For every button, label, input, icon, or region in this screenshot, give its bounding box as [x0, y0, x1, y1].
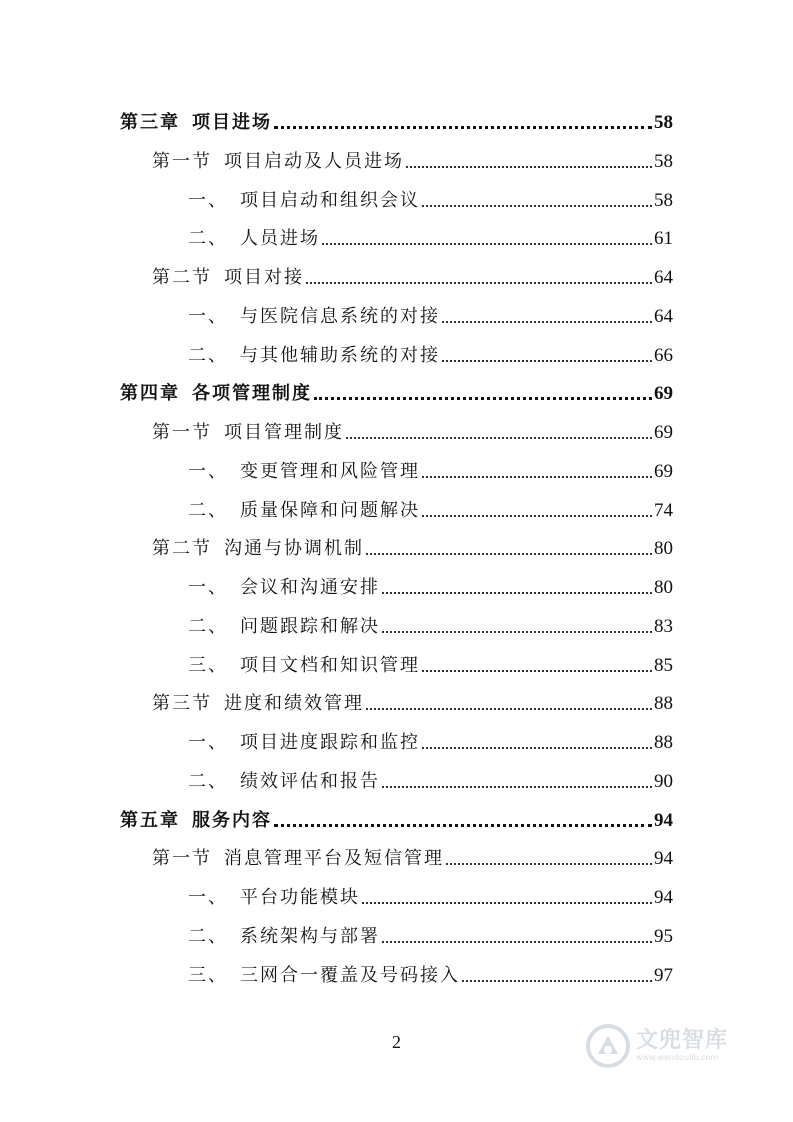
toc-dot-leader: [442, 360, 652, 362]
toc-dot-leader: [442, 321, 652, 323]
toc-section-row[interactable]: [152, 685, 673, 715]
toc-section-row[interactable]: [152, 840, 673, 870]
toc-entry-page: 69: [654, 460, 673, 482]
toc-sub-row[interactable]: [188, 957, 673, 987]
toc-sub-row[interactable]: [188, 724, 673, 754]
toc-entry-page: 64: [654, 305, 673, 327]
toc-entry-page: 74: [654, 499, 673, 521]
toc-entry-page: 85: [654, 654, 673, 676]
toc-dot-leader: [422, 670, 652, 672]
toc-sub-row[interactable]: [188, 298, 673, 328]
toc-entry-number: 一、: [188, 305, 228, 327]
toc-entry-title: 问题跟踪和解决: [240, 615, 380, 637]
toc-sub-row[interactable]: [188, 182, 673, 212]
toc-entry-title: 与医院信息系统的对接: [240, 305, 440, 327]
toc-entry-title: 三网合一覆盖及号码接入: [240, 964, 460, 986]
toc-entry-page: 64: [654, 267, 673, 288]
toc-entry-page: 66: [654, 344, 673, 366]
toc-entry-page: 58: [654, 150, 673, 172]
toc-entry-number: 一、: [188, 460, 228, 482]
toc-section-row[interactable]: [152, 530, 673, 560]
toc-dot-leader: [382, 786, 652, 788]
toc-dot-leader: [422, 515, 652, 517]
toc-entry-number: 第四章: [120, 383, 180, 405]
toc-entry-title: 进度和绩效管理: [224, 693, 364, 715]
toc-entry-title: 变更管理和风险管理: [240, 460, 420, 482]
watermark-url: www.wendoulib.com: [636, 1053, 719, 1062]
watermark-name: 文兜智库: [636, 1028, 729, 1053]
toc-entry-number: 第五章: [120, 809, 180, 831]
toc-entry-page: 80: [654, 577, 673, 598]
toc-dot-leader: [366, 553, 652, 555]
toc-entry-title: 平台功能模块: [240, 887, 360, 908]
toc-entry-title: 项目进场: [192, 112, 272, 133]
toc-dot-leader: [362, 902, 652, 904]
toc-entry-title: 各项管理制度: [192, 383, 312, 405]
toc-entry-title: 质量保障和问题解决: [240, 499, 420, 521]
toc-entry-title: 消息管理平台及短信管理: [224, 848, 444, 870]
toc-entry-page: 95: [654, 925, 673, 947]
toc-dot-leader: [382, 941, 652, 943]
toc-section-row[interactable]: [152, 143, 673, 173]
toc-entry-page: 90: [654, 770, 673, 792]
toc-chapter-row[interactable]: [120, 802, 673, 832]
toc-entry-number: 二、: [188, 344, 228, 366]
page-number: 2: [392, 1032, 401, 1052]
toc-dot-leader: [274, 824, 652, 827]
toc-entry-number: 二、: [188, 615, 228, 637]
toc-entry-page: 94: [654, 848, 673, 870]
toc-dot-leader: [382, 592, 652, 594]
toc-entry-page: 69: [654, 422, 673, 443]
toc-entry-number: 二、: [188, 228, 228, 250]
toc-entry-number: 一、: [188, 887, 228, 908]
toc-sub-row[interactable]: [188, 763, 673, 793]
toc-entry-title: 服务内容: [192, 809, 272, 831]
toc-dot-leader: [422, 205, 652, 207]
toc-dot-leader: [274, 126, 652, 129]
toc-entry-number: 第三节: [152, 693, 212, 715]
toc-entry-title: 项目启动和组织会议: [240, 189, 420, 211]
toc-entry-page: 80: [654, 538, 673, 560]
toc-entry-number: 二、: [188, 770, 228, 792]
toc-dot-leader: [462, 980, 652, 982]
toc-entry-title: 项目启动及人员进场: [224, 150, 404, 172]
toc-dot-leader: [446, 863, 652, 865]
toc-entry-number: 第二节: [152, 267, 212, 288]
toc-entry-number: 第一节: [152, 422, 212, 443]
toc-entry-page: 94: [654, 887, 673, 908]
toc-entry-title: 项目管理制度: [224, 422, 344, 443]
toc-sub-row[interactable]: [188, 879, 673, 909]
toc-entry-title: 沟通与协调机制: [224, 538, 364, 560]
toc-section-row[interactable]: [152, 414, 673, 444]
toc-entry-title: 项目文档和知识管理: [240, 654, 420, 676]
toc-entry-page: 61: [654, 228, 673, 250]
toc-dot-leader: [366, 708, 652, 710]
toc-entry-page: 88: [654, 732, 673, 753]
toc-entry-title: 会议和沟通安排: [240, 577, 380, 598]
toc-sub-row[interactable]: [188, 492, 673, 522]
toc-entry-number: 一、: [188, 577, 228, 598]
toc-entry-page: 97: [654, 964, 673, 986]
toc-entry-page: 94: [654, 809, 673, 831]
watermark: [586, 1016, 776, 1076]
toc-chapter-row[interactable]: [120, 375, 673, 405]
toc-entry-page: 58: [654, 189, 673, 211]
toc-entry-number: 三、: [188, 964, 228, 986]
toc-entry-number: 三、: [188, 654, 228, 676]
toc-entry-title: 与其他辅助系统的对接: [240, 344, 440, 366]
toc-entry-number: 一、: [188, 189, 228, 211]
toc-entry-title: 项目对接: [224, 267, 304, 288]
toc-entry-title: 人员进场: [240, 228, 320, 250]
toc-entry-number: 第一节: [152, 848, 212, 870]
toc-entry-page: 83: [654, 615, 673, 637]
toc-sub-row[interactable]: [188, 918, 673, 948]
toc-entry-page: 88: [654, 693, 673, 715]
toc-entry-number: 二、: [188, 499, 228, 521]
toc-sub-row[interactable]: [188, 453, 673, 483]
toc-dot-leader: [422, 747, 652, 749]
toc-entry-number: 第三章: [120, 112, 180, 133]
toc-sub-row[interactable]: [188, 220, 673, 250]
toc-sub-row[interactable]: [188, 569, 673, 599]
toc-dot-leader: [314, 397, 652, 400]
toc-dot-leader: [382, 631, 652, 633]
toc-entry-title: 项目进度跟踪和监控: [240, 732, 420, 753]
toc-entry-number: 第二节: [152, 538, 212, 560]
toc-entry-number: 一、: [188, 732, 228, 753]
toc-entry-page: 58: [654, 112, 673, 133]
toc-entry-page: 69: [654, 383, 673, 405]
toc-section-row[interactable]: [152, 259, 673, 289]
toc-dot-leader: [306, 282, 652, 284]
toc-entry-number: 第一节: [152, 150, 212, 172]
toc-entry-title: 绩效评估和报告: [240, 770, 380, 792]
toc-sub-row[interactable]: [188, 337, 673, 367]
toc-sub-row[interactable]: [188, 608, 673, 638]
toc-sub-row[interactable]: [188, 647, 673, 677]
watermark-logo-icon: [586, 1024, 630, 1068]
toc-dot-leader: [322, 243, 652, 245]
toc-entry-number: 二、: [188, 925, 228, 947]
toc-dot-leader: [346, 437, 652, 439]
toc-chapter-row[interactable]: [120, 104, 673, 134]
toc-dot-leader: [406, 166, 652, 168]
toc-dot-leader: [422, 476, 652, 478]
toc-entry-title: 系统架构与部署: [240, 925, 380, 947]
